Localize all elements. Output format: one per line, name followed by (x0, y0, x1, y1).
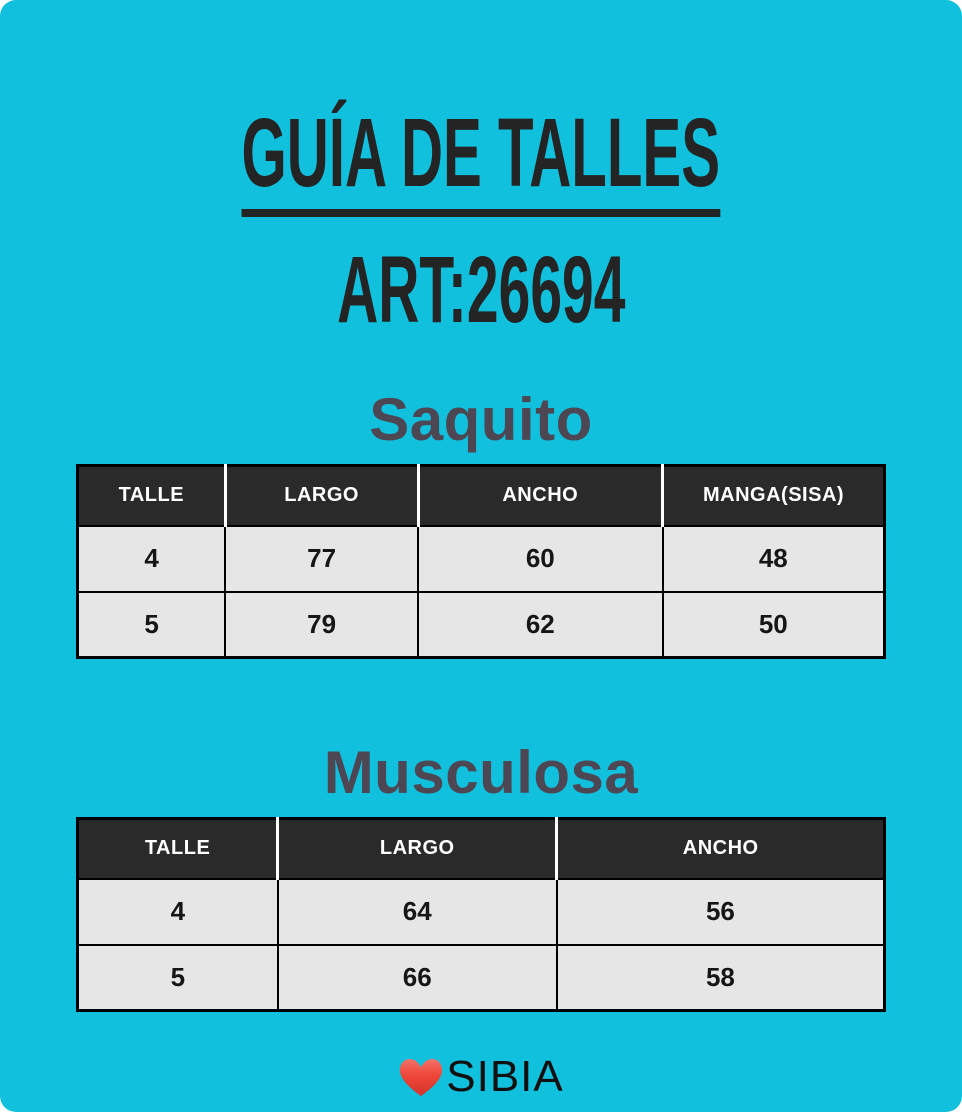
table-row (78, 945, 885, 1011)
table-cell: 77 (225, 526, 418, 592)
column-header: LARGO (278, 819, 557, 879)
table-cell: 4 (78, 526, 226, 592)
table-row (78, 879, 885, 945)
heart-icon (398, 1056, 444, 1098)
table-cell: 48 (663, 526, 885, 592)
table-cell: 4 (78, 879, 278, 945)
table-cell: 66 (278, 945, 557, 1011)
table-cell: 79 (225, 592, 418, 658)
column-header: LARGO (225, 466, 418, 526)
table-cell: 50 (663, 592, 885, 658)
brand-name: SIBIA (446, 1052, 564, 1101)
table-cell: 56 (557, 879, 885, 945)
table-cell: 5 (78, 945, 278, 1011)
column-header: TALLE (78, 466, 226, 526)
saquito-size-table (76, 464, 886, 659)
section-heading-saquito: Saquito (369, 386, 593, 453)
musculosa-size-table (76, 817, 886, 1012)
table-cell: 60 (418, 526, 663, 592)
table-header-row (78, 466, 885, 526)
table-cell: 64 (278, 879, 557, 945)
column-header: TALLE (78, 819, 278, 879)
column-header: MANGA(SISA) (663, 466, 885, 526)
table-row (78, 526, 885, 592)
column-header: ANCHO (557, 819, 885, 879)
page-title: GUÍA DE TALLES (242, 104, 721, 217)
table-cell: 5 (78, 592, 226, 658)
table-cell: 58 (557, 945, 885, 1011)
section-heading-musculosa: Musculosa (323, 739, 639, 806)
table-header-row (78, 819, 885, 879)
table-row (78, 592, 885, 658)
footer-brand (398, 1052, 564, 1102)
table-cell: 62 (418, 592, 663, 658)
article-number: ART:26694 (336, 237, 626, 343)
column-header: ANCHO (418, 466, 663, 526)
